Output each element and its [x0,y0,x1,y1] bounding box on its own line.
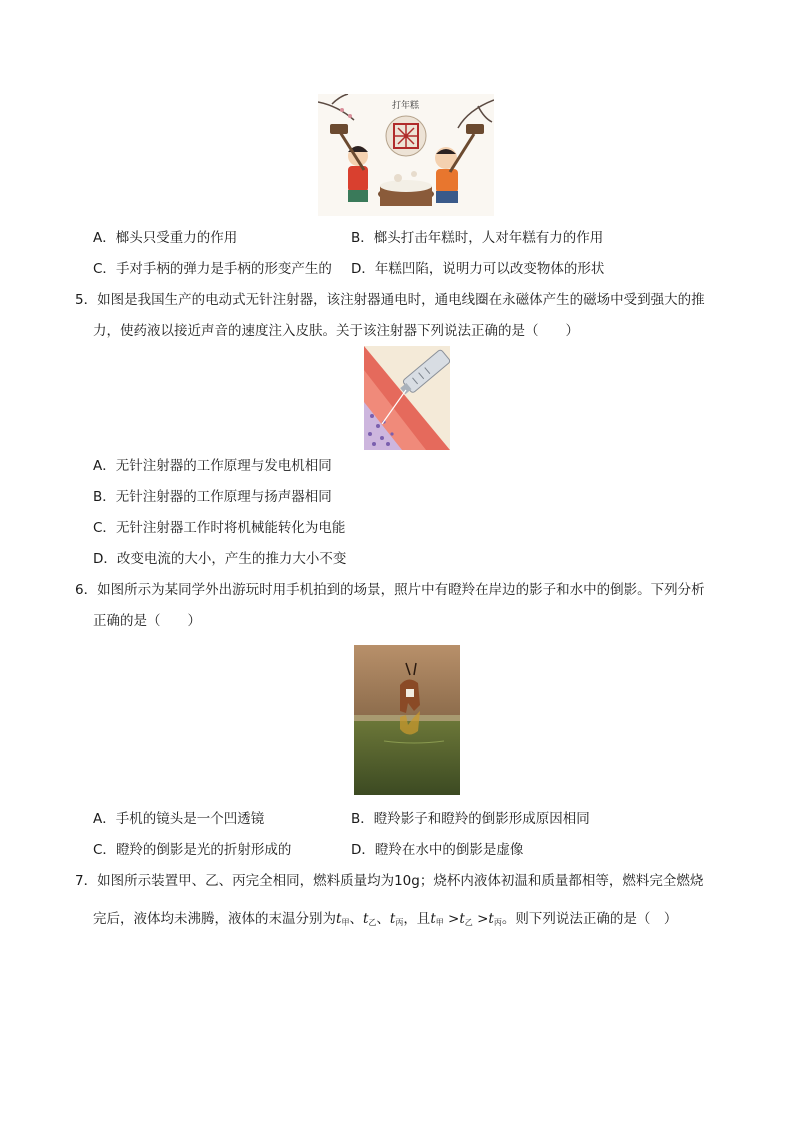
q6-option-d[interactable] [351,841,523,859]
q5-option-c[interactable] [93,519,345,537]
q6-option-a[interactable] [93,810,264,828]
q6-option-c[interactable] [93,841,291,859]
option-text: 榔头只受重力的作用 [115,230,238,246]
option-text: 年糕凹陷，说明力可以改变物体的形状 [374,261,605,277]
option-label: B． [351,230,374,246]
q6-option-b[interactable] [351,810,590,828]
option-text: 无针注射器的工作原理与发电机相同 [115,458,332,474]
question-text: 如图所示为某同学外出游玩时用手机拍到的场景，照片中有瞪羚在岸边的影子和水中的倒影。下列分析 [97,582,705,598]
q4-option-d[interactable] [351,260,604,278]
option-text: 瞪羚影子和瞪羚的倒影形成原因相同 [373,811,590,827]
temp-symbol: t [362,911,369,927]
option-label: C． [93,842,116,858]
q7-stem-line1 [75,872,703,890]
temp-symbol: t [336,911,342,927]
separator: 、 [376,911,390,927]
option-text: 无针注射器工作时将机械能转化为电能 [115,520,346,536]
temp-subscript: 乙 [368,918,377,927]
question-text: 力，使药液以接近声音的速度注入皮肤。关于该注射器下列说法正确的是（ ） [93,323,579,339]
temp-symbol: t [459,911,465,927]
gazelle-drawing [354,645,460,795]
option-label: A． [93,230,116,246]
option-text: 无针注射器的工作原理与扬声器相同 [115,489,332,505]
rice-cake-drawing [318,94,494,216]
option-text: 改变电流的大小，产生的推力大小不变 [116,551,347,567]
question-text: 如图是我国生产的电动式无针注射器，该注射器通电时，通电线圈在永磁体产生的磁场中受到强大的推 [97,292,705,308]
q5-stem-line2 [93,322,579,340]
option-label: D． [351,842,375,858]
question-number: 7． [75,873,98,889]
temp-symbol: t [488,911,494,927]
rice-cake-caption: 打年糕 [392,101,420,111]
greater-than: > [472,911,489,927]
q4-option-a[interactable] [93,229,237,247]
q5-option-b[interactable] [93,488,332,506]
option-label: A． [93,458,116,474]
needle-free-injector-figure [364,346,450,450]
injector-drawing [364,346,450,450]
q5-option-a[interactable] [93,457,332,475]
option-text: 榔头打击年糕时，人对年糕有力的作用 [373,230,604,246]
question-text: 如图所示装置甲、乙、丙完全相同，燃料质量均为10g；烧杯内液体初温和质量都相等，燃料完全燃烧 [97,873,704,889]
option-label: B． [351,811,374,827]
option-label: A． [93,811,116,827]
option-label: B． [93,489,116,505]
question-text: ，且 [403,911,431,927]
question-text: 完后，液体均未沸腾，液体的末温分别为 [93,911,336,927]
option-text: 瞪羚在水中的倒影是虚像 [374,842,524,858]
option-label: D． [93,551,117,567]
q5-option-d[interactable] [93,550,346,568]
gazelle-photo [354,645,460,795]
question-number: 6． [75,582,98,598]
temp-subscript: 乙 [464,918,473,927]
option-text: 手对手柄的弹力是手柄的形变产生的 [115,261,332,277]
temp-symbol: t [430,911,436,927]
temp-subscript: 甲 [341,918,350,927]
question-number: 5． [75,292,98,308]
separator: 、 [349,911,363,927]
q5-stem-line1 [75,291,705,309]
q7-stem-line2 [93,910,677,932]
option-text: 瞪羚的倒影是光的折射形成的 [115,842,292,858]
greater-than: > [443,911,460,927]
temp-symbol: t [389,911,396,927]
option-label: C． [93,520,116,536]
temp-subscript: 丙 [493,918,502,927]
q4-option-c[interactable] [93,260,332,278]
question-text: 。则下列说法正确的是（ ） [501,911,678,927]
q6-stem-line2 [93,612,201,630]
rice-cake-illustration [318,94,494,216]
temp-subscript: 丙 [395,918,404,927]
question-text: 正确的是（ ） [93,613,201,629]
q4-option-b[interactable] [351,229,603,247]
option-label: D． [351,261,375,277]
temp-subscript: 甲 [435,918,444,927]
q6-stem-line1 [75,581,705,599]
option-label: C． [93,261,116,277]
option-text: 手机的镜头是一个凹透镜 [115,811,265,827]
